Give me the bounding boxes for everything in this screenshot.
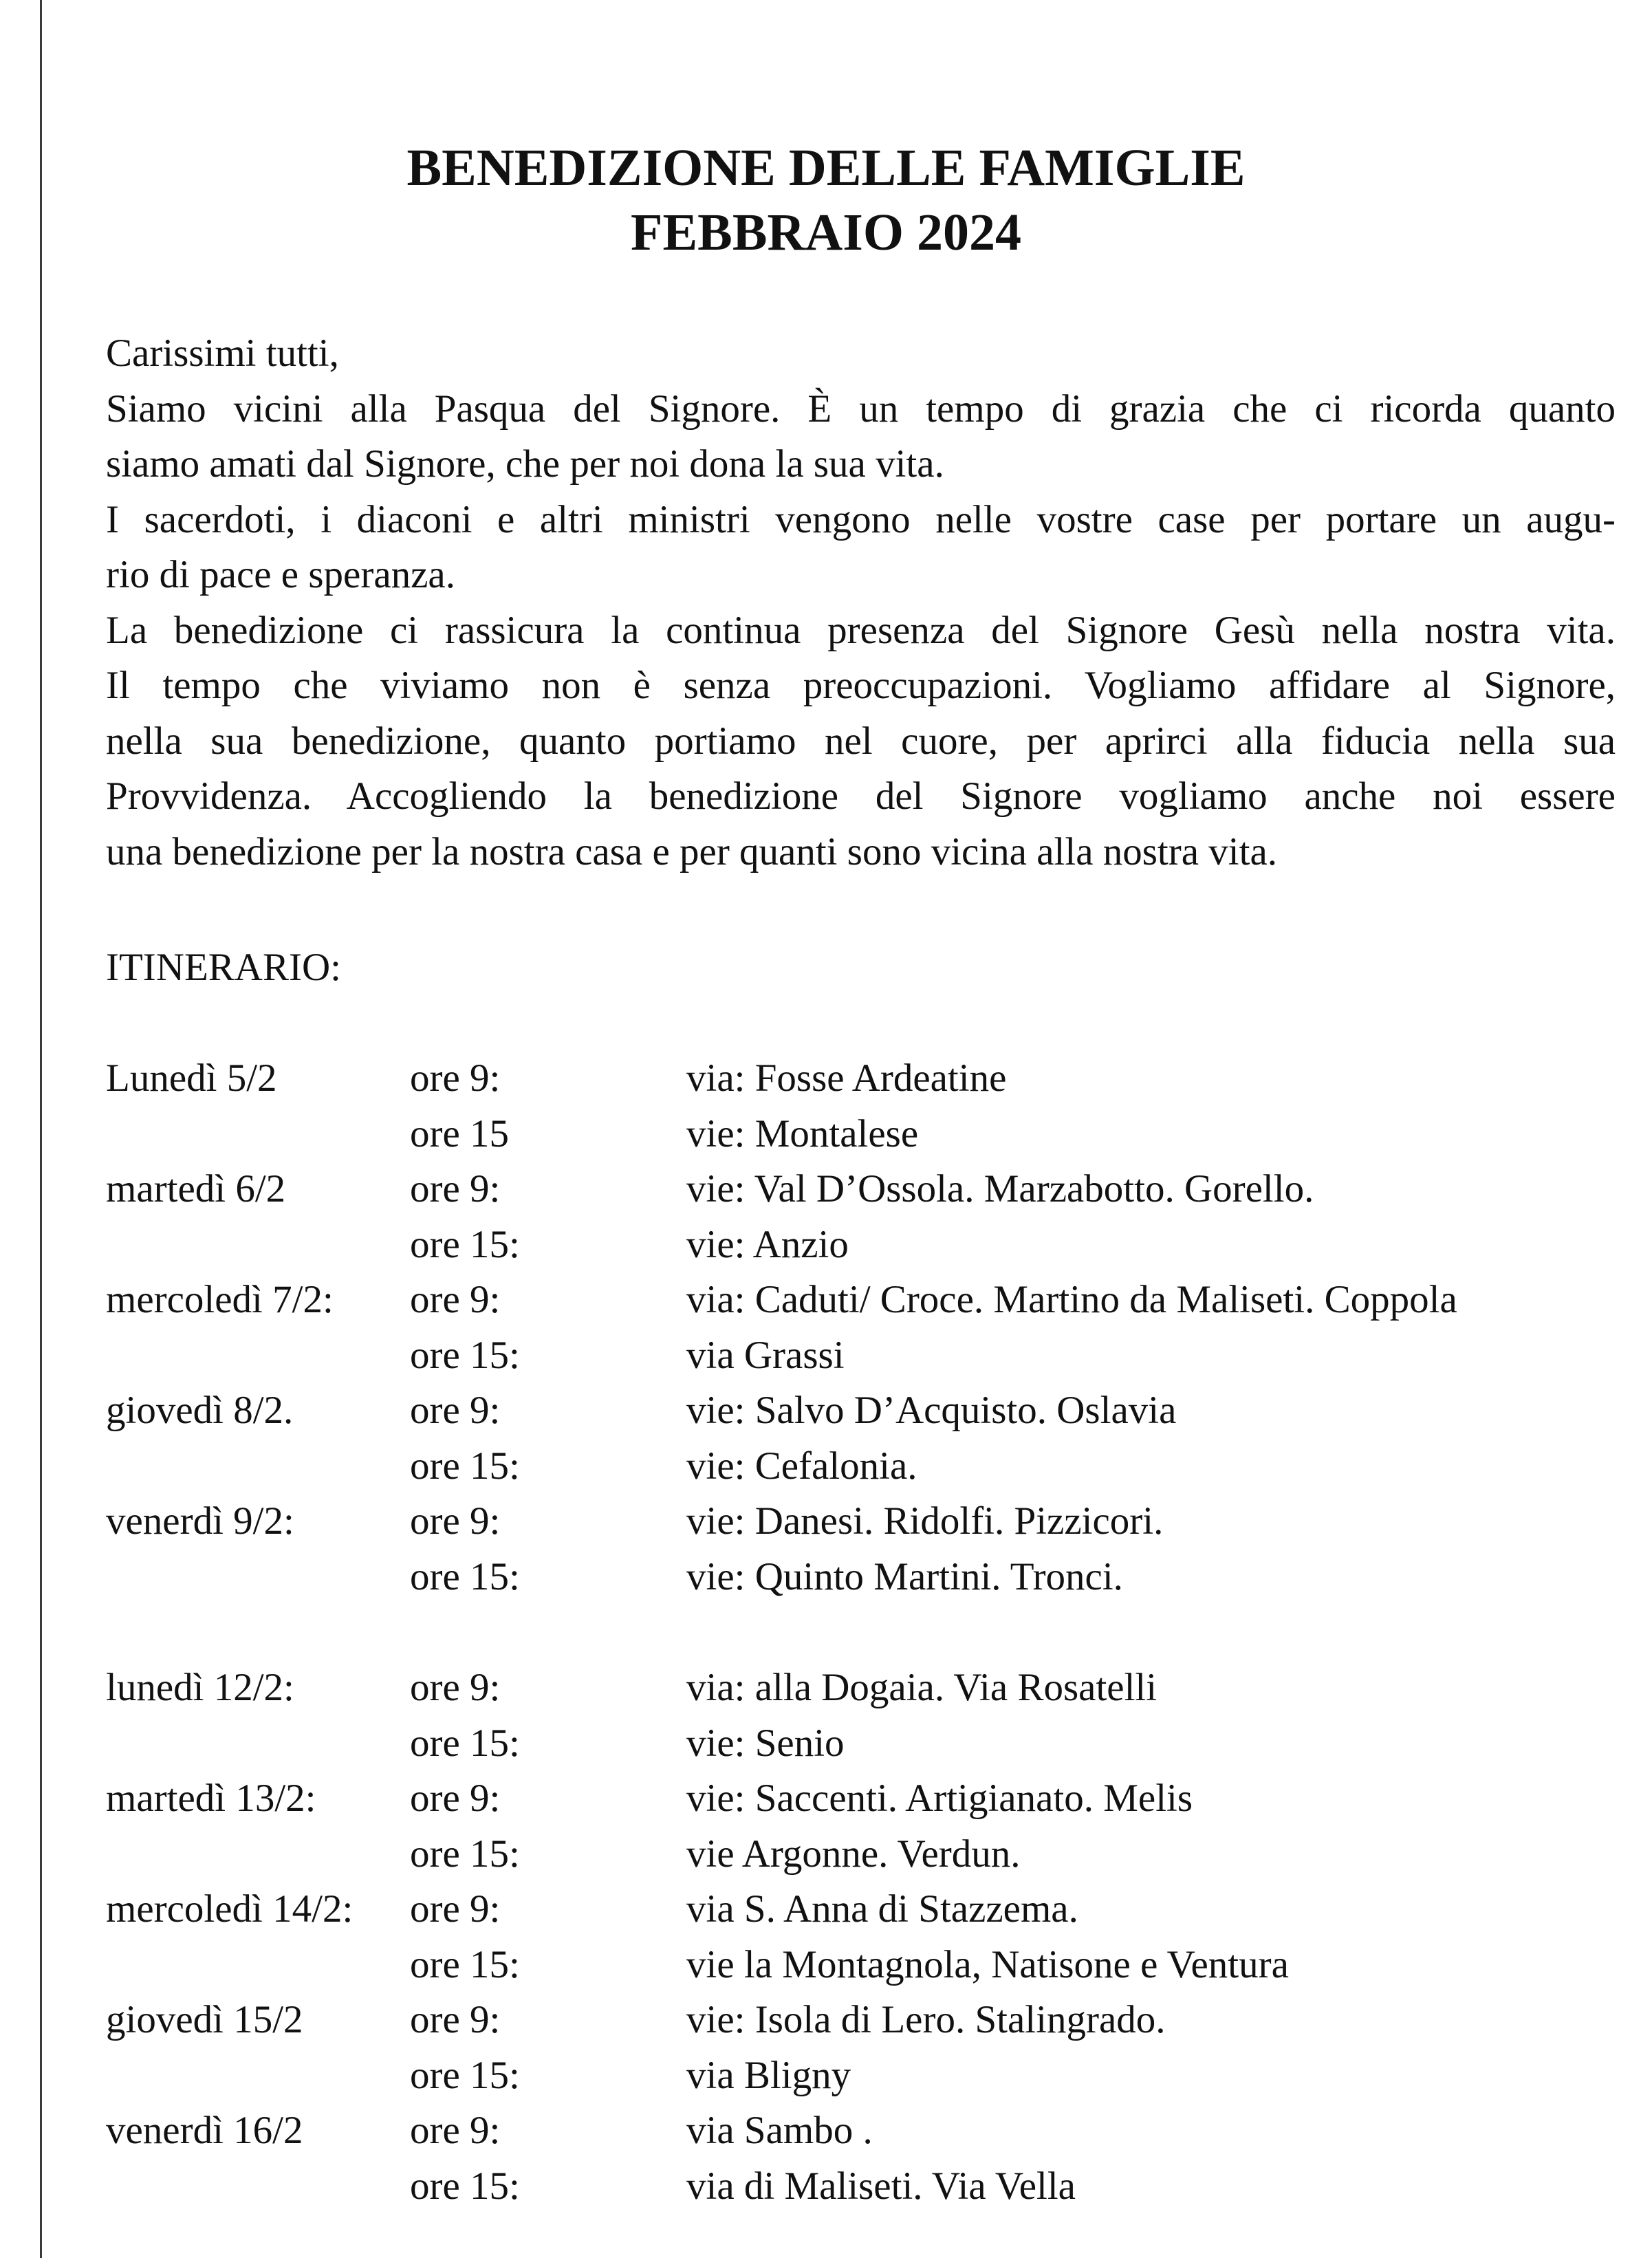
intro-line: I sacerdoti, i diaconi e altri ministri vengono nelle vostre case per portare un augu- — [106, 497, 1616, 541]
schedule-streets: vie Argonne. Verdun. — [686, 1832, 1021, 1876]
schedule-streets: vie: Cefalonia. — [686, 1444, 917, 1488]
schedule-time: ore 9: — [410, 1389, 501, 1432]
schedule-time: ore 15 — [410, 1111, 510, 1155]
schedule-row — [106, 1494, 1640, 1550]
document-title: BENEDIZIONE DELLE FAMIGLIE — [406, 139, 1246, 197]
schedule-row — [106, 1716, 1640, 1772]
schedule-row — [106, 1272, 1640, 1328]
schedule-streets: vie: Saccenti. Artigianato. Melis — [686, 1777, 1193, 1820]
schedule-time: ore 9: — [410, 1998, 501, 2041]
schedule-streets: via: alla Dogaia. Via Rosatelli — [686, 1666, 1158, 1709]
schedule-day: mercoledì 7/2: — [106, 1278, 334, 1321]
intro-line: Carissimi tutti, — [106, 332, 339, 375]
schedule-time: ore 15: — [410, 2164, 520, 2208]
intro-letter — [106, 326, 1616, 880]
schedule-time: ore 9: — [410, 1666, 501, 1709]
schedule-day: martedì 6/2 — [106, 1167, 286, 1211]
schedule-row — [106, 2103, 1640, 2159]
intro-line: Il tempo che viviamo non è senza preoccupazioni. Vogliamo affidare al Signore, — [106, 664, 1616, 707]
schedule-streets: vie: Quinto Martini. Tronci. — [686, 1554, 1123, 1598]
schedule-time: ore 9: — [410, 1278, 501, 1321]
schedule-row — [106, 1217, 1640, 1273]
schedule-day: venerdì 16/2 — [106, 2109, 303, 2152]
schedule-row — [106, 1162, 1640, 1217]
schedule-row — [106, 1937, 1640, 1993]
schedule-day: lunedì 12/2: — [106, 1666, 294, 1709]
intro-line: rio di pace e speranza. — [106, 553, 455, 596]
schedule-streets: vie: Isola di Lero. Stalingrado. — [686, 1998, 1166, 2041]
schedule-streets: vie: Senio — [686, 1721, 845, 1765]
schedule-row — [106, 1771, 1640, 1827]
intro-line: La benedizione ci rassicura la continua presenza del Signore Gesù nella nostra vita. — [106, 608, 1616, 652]
schedule-day: venerdì 9/2: — [106, 1499, 294, 1543]
schedule-streets: vie: Anzio — [686, 1222, 849, 1266]
schedule-streets: via: Fosse Ardeatine — [686, 1056, 1007, 1100]
schedule-row — [106, 1550, 1640, 1605]
page-binding-line — [40, 0, 42, 2258]
schedule-day: giovedì 8/2. — [106, 1389, 294, 1432]
schedule-time: ore 15: — [410, 1222, 520, 1266]
schedule-time: ore 15: — [410, 1942, 520, 1986]
itinerary-heading: ITINERARIO: — [106, 946, 341, 989]
schedule-streets: via Grassi — [686, 1333, 845, 1377]
document-subtitle-month: FEBBRAIO 2024 — [631, 204, 1021, 261]
schedule-row — [106, 2159, 1640, 2215]
intro-line: Provvidenza. Accogliendo la benedizione del Signore vogliamo anche noi essere — [106, 774, 1616, 818]
schedule-time: ore 15: — [410, 1721, 520, 1765]
schedule-time: ore 9: — [410, 2109, 501, 2152]
schedule-day: Lunedì 5/2 — [106, 1056, 277, 1100]
schedule-streets: vie: Salvo D’Acquisto. Oslavia — [686, 1389, 1177, 1432]
schedule-streets: vie: Val D’Ossola. Marzabotto. Gorello. — [686, 1167, 1314, 1211]
schedule-streets: via S. Anna di Stazzema. — [686, 1887, 1078, 1931]
schedule-row — [106, 1107, 1640, 1162]
schedule-day: martedì 13/2: — [106, 1777, 316, 1820]
schedule-week-2 — [106, 1660, 1640, 2214]
schedule-streets: vie la Montagnola, Natisone e Ventura — [686, 1942, 1289, 1986]
schedule-row — [106, 1051, 1640, 1107]
schedule-streets: vie: Danesi. Ridolfi. Pizzicori. — [686, 1499, 1164, 1543]
schedule-row — [106, 2048, 1640, 2104]
schedule-row — [106, 1439, 1640, 1495]
schedule-time: ore 15: — [410, 1554, 520, 1598]
schedule-row — [106, 1383, 1640, 1439]
schedule-streets: via Bligny — [686, 2053, 851, 2097]
schedule-time: ore 15: — [410, 1832, 520, 1876]
schedule-time: ore 9: — [410, 1777, 501, 1820]
schedule-streets: via di Maliseti. Via Vella — [686, 2164, 1076, 2208]
schedule-time: ore 15: — [410, 2053, 520, 2097]
intro-line: Siamo vicini alla Pasqua del Signore. È un tempo di grazia che ci ricorda quanto — [106, 387, 1616, 431]
schedule-row — [106, 1827, 1640, 1882]
schedule-day: mercoledì 14/2: — [106, 1887, 354, 1931]
schedule-time: ore 9: — [410, 1499, 501, 1543]
schedule-time: ore 15: — [410, 1333, 520, 1377]
intro-line: nella sua benedizione, quanto portiamo nel cuore, per aprirci alla fiducia nella sua — [106, 719, 1616, 763]
schedule-streets: via Sambo . — [686, 2109, 873, 2152]
schedule-row — [106, 1660, 1640, 1716]
schedule-row — [106, 1993, 1640, 2048]
intro-line: una benedizione per la nostra casa e per quanti sono vicina alla nostra vita. — [106, 829, 1278, 873]
intro-line: siamo amati dal Signore, che per noi dona la sua vita. — [106, 442, 944, 486]
schedule-time: ore 9: — [410, 1167, 501, 1211]
schedule-time: ore 9: — [410, 1887, 501, 1931]
schedule-time: ore 9: — [410, 1056, 501, 1100]
schedule-time: ore 15: — [410, 1444, 520, 1488]
schedule-streets: vie: Montalese — [686, 1111, 919, 1155]
schedule-streets: via: Caduti/ Croce. Martino da Maliseti. Coppola — [686, 1278, 1457, 1321]
schedule-row — [106, 1328, 1640, 1384]
schedule-day: giovedì 15/2 — [106, 1998, 303, 2041]
schedule-row — [106, 1882, 1640, 1937]
schedule-week-1 — [106, 1051, 1640, 1605]
